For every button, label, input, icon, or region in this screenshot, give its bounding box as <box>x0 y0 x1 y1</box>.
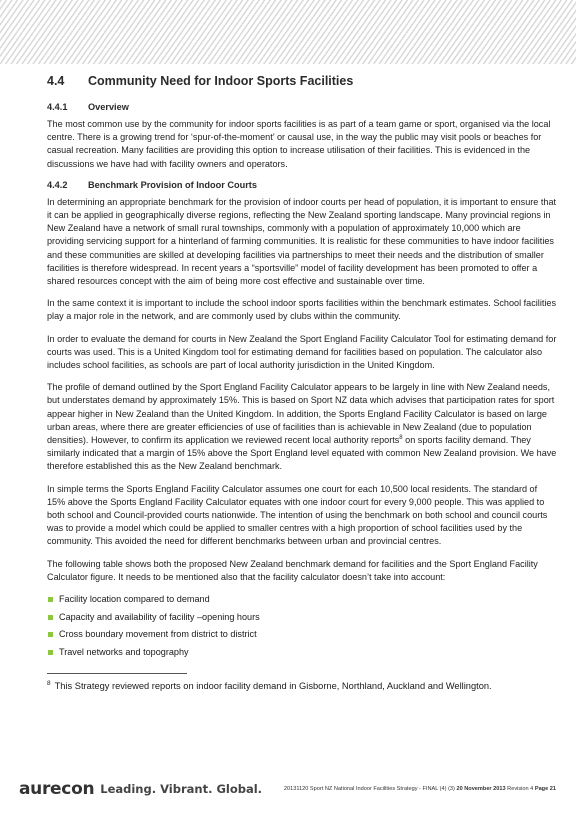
list-item <box>47 611 557 624</box>
benchmark-paragraph-6: The following table shows both the proposed New Zealand benchmark demand for facilities and the Sport England Facility Calculator figure. It needs to be mentioned also that the facility calculator doesn’t take into account: <box>47 558 538 582</box>
header-hatch-pattern <box>0 0 576 64</box>
overview-paragraph: The most common use by the community for indoor sports facilities is as part of a team game or sport, organised via the local centre. There is a growing trend for ‘spur-of-the-moment’ or causal use, in the way the public may visit pools or beaches for casual recreation. Many facilities are providing this option to increase utilisation of their facilities. This is evidenced in the discussions we have had with facility owners and operators. <box>47 119 551 169</box>
list-item-text: Cross boundary movement from district to district <box>59 629 257 640</box>
footnote-number: 8 <box>47 679 51 687</box>
footnote-text: This Strategy reviewed reports on indoor facility demand in Gisborne, Northland, Auckland and Wellington. <box>54 680 492 691</box>
section-number: 4.4 <box>47 74 65 88</box>
benchmark-paragraph-1: In determining an appropriate benchmark for the provision of indoor courts per head of population, it is important to ensure that it can be applied in geographically diverse regions, reflecting the New Zealand sporting landscape. Many provincial regions in New Zealand have a network of small rural townships, commonly with a population of approximately 10,000 which are providing servicing support for a hinterland of farming communities. It is realistic for these communities to have indoor facilities and these communities are skilled at developing facilities via partnerships to meet their needs and the distribution of smaller facilities is therefore widespread. In recent years a “sportsville” model of facility development has been promoted to offer a shared resources concept with the aim of being more cost effective and sustainable over time. <box>47 196 557 287</box>
tagline: Leading. Vibrant. Global. <box>100 782 263 796</box>
benchmark-paragraph-4 <box>47 381 557 473</box>
square-bullet-icon <box>48 632 53 637</box>
subsection-number: 4.4.1 <box>47 102 68 112</box>
section-heading <box>47 74 557 88</box>
considerations-list <box>47 593 557 659</box>
footnote <box>47 680 557 692</box>
benchmark-paragraph-5: In simple terms the Sports England Facility Calculator assumes one court for each 10,500 local residents. The standard of 15% above the Sports England Facility Calculator equates with one indoor court for every 9,000 people. This was applied to both school and Council-provided courts nationwide. The intention of using the benchmark on both school and council courts was to provide a model which could be applied to smaller centres with a high proportion of school facilities used by the community. This avoided the need for different benchmarks between urban and provincial centres. <box>47 483 548 547</box>
list-item <box>47 628 557 641</box>
subsection-heading-benchmark <box>47 180 557 190</box>
footnote-divider <box>47 673 187 674</box>
footnote-reference[interactable]: 8 <box>399 435 403 442</box>
list-item <box>47 646 557 659</box>
subsection-title: Overview <box>88 102 129 112</box>
list-item-text: Facility location compared to demand <box>59 594 210 605</box>
subsection-heading-overview <box>47 102 557 112</box>
square-bullet-icon <box>48 615 53 620</box>
list-item-text: Capacity and availability of facility –opening hours <box>59 611 260 622</box>
subsection-title: Benchmark Provision of Indoor Courts <box>88 179 257 190</box>
square-bullet-icon <box>48 650 53 655</box>
document-date: 20 November 2013 <box>456 786 506 792</box>
benchmark-paragraph-2: In the same context it is important to include the school indoor sports facilities within the benchmark estimates. School facilities play a major role in the network, and are commonly used by clubs within the community. <box>47 298 556 322</box>
page-footer <box>19 777 556 801</box>
list-item <box>47 593 557 606</box>
square-bullet-icon <box>48 597 53 602</box>
document-revision: Revision 4 <box>505 786 535 792</box>
page-number: Page 21 <box>534 786 556 792</box>
page-content <box>47 74 557 692</box>
paragraph-text: on sports facility demand. They similarly indicated that a margin of 15% above the Sport England level equated with common New Zealand provision. We have therefore established this as the New Zealand benchmark. <box>47 435 557 472</box>
section-title: Community Need for Indoor Sports Facilities <box>88 74 354 88</box>
paragraph-text: The profile of demand outlined by the Sport England Facility Calculator appears to be largely in line with New Zealand needs, but understates demand by approximately 15%. This is based on Sport NZ data which advises that participation rates for sport appear higher in New Zealand than the United Kingdom. In addition, the Sports England Facility Calculator is based on large urban areas, where there are greater efficiencies of use of facilities than is achievable in New Zealand (due to population densities). However, to confirm its application we reviewed recent local authority reports <box>47 382 555 446</box>
document-info <box>284 786 556 792</box>
document-name: 20131120 Sport NZ National Indoor Facilities Strategy - FINAL (4) (3) <box>283 786 457 792</box>
benchmark-paragraph-3: In order to evaluate the demand for courts in New Zealand the Sport England Facility Calculator Tool for estimating demand for courts was used. This is a United Kingdom tool for estimating demand for facilities based on population. The calculator also includes school facilities, as schools are part of local authority jurisdiction in the United Kingdom. <box>47 333 557 371</box>
aurecon-logo: aurecon <box>19 779 95 799</box>
subsection-number: 4.4.2 <box>47 179 68 190</box>
list-item-text: Travel networks and topography <box>59 646 189 657</box>
